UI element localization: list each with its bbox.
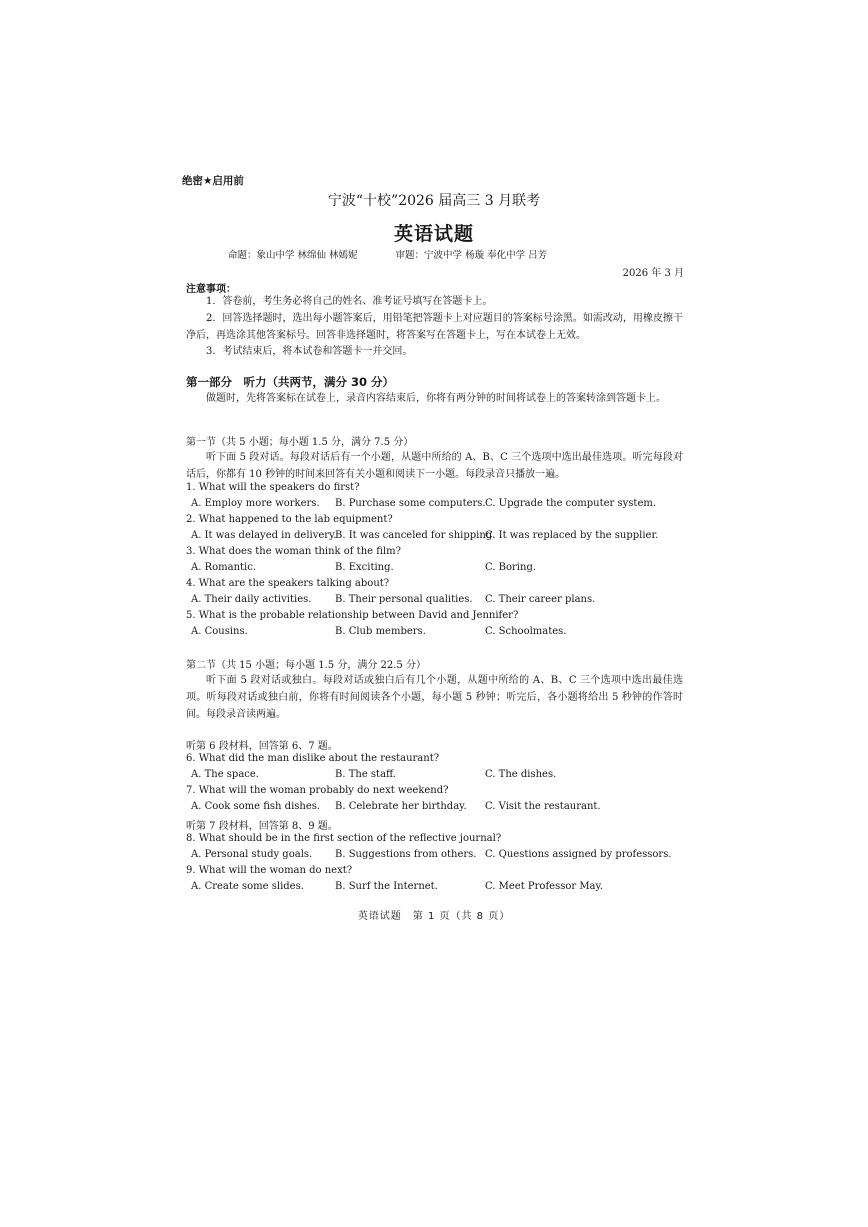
option-b: B. It was canceled for shipping. [335,530,496,541]
option-a: A. The space. [191,769,259,780]
question: 9. What will the woman do next? [186,865,353,876]
option-b: B. Their personal qualities. [335,594,473,605]
option-a: A. Their daily activities. [191,594,312,605]
option-a: A. Romantic. [191,562,257,573]
option-c: C. Questions assigned by professors. [485,849,672,860]
note-item: 3．考试结束后，将本试卷和答题卡一并交回。 [206,346,413,357]
option-c: C. Their career plans. [485,594,596,605]
option-c: C. It was replaced by the supplier. [485,530,659,541]
page-footer: 英语试题 第 1 页（共 8 页） [357,911,511,922]
notes-title: 注意事项： [186,284,236,295]
option-b: B. Exciting. [335,562,394,573]
subject-title: 英语试题 [393,223,474,245]
part-title: 第一部分 听力（共两节，满分 30 分） [186,375,395,389]
material-label: 听第 6 段材料，回答第 6、7 题。 [186,741,338,752]
confidential-mark: 绝密★启用前 [182,175,244,187]
part-intro: 做题时，先将答案标在试卷上，录音内容结束后，你将有两分钟的时间将试卷上的答案转涂到答题卡上。 [206,393,666,404]
option-c: C. Visit the restaurant. [485,801,601,812]
question: 6. What did the man dislike about the restaurant? [186,753,440,764]
question: 8. What should be in the first section of the reflective journal? [186,833,502,844]
option-c: C. Schoolmates. [485,626,567,637]
question: 4. What are the speakers talking about? [186,578,390,589]
option-c: C. Boring. [485,562,537,573]
authors-line [228,247,547,261]
option-b: B. Surf the Internet. [335,881,438,892]
question: 5. What is the probable relationship between David and Jennifer? [186,610,519,621]
question: 7. What will the woman probably do next weekend? [186,785,449,796]
option-b: B. Celebrate her birthday. [335,801,467,812]
option-c: C. The dishes. [485,769,557,780]
section-intro: 听下面 5 段对话或独白。每段对话或独白后有几个小题，从题中所给的 A、B、C 三个选项中选出最佳选项。听每段对话或独白前，你将有时间阅读各个小题，每小题 5 秒钟；听完后，各小题将给出 5 秒钟的作答时间。每段录音读两遍。 [186,675,683,720]
option-c: C. Meet Professor May. [485,881,604,892]
note-item: 1．答卷前，考生务必将自己的姓名、准考证号填写在答题卡上。 [206,296,493,307]
section-title: 第一节（共 5 小题；每小题 1.5 分，满分 7.5 分） [186,437,414,448]
option-a: A. It was delayed in delivery. [191,530,337,541]
option-a: A. Create some slides. [191,881,304,892]
option-b: B. Purchase some computers. [335,498,486,509]
note-item: 2．回答选择题时，选出每小题答案后，用铅笔把答题卡上对应题目的答案标号涂黑。如需改动，用橡皮擦干净后，再选涂其他答案标号。回答非选择题时，将答案写在答题卡上，写在本试卷上无效。 [186,313,683,341]
option-b: B. Club members. [335,626,426,637]
authors: 命题：象山中学 林绵仙 林嫣妮 [228,250,358,261]
exam-name: 宁波“十校”2026 届高三 3 月联考 [327,193,541,209]
option-a: A. Cousins. [191,626,248,637]
material-label: 听第 7 段材料，回答第 8、9 题。 [186,821,338,832]
question: 2. What happened to the lab equipment? [186,514,393,525]
option-b: B. Suggestions from others. [335,849,477,860]
reviewers: 审题：宁波中学 杨璇 奉化中学 吕芳 [395,250,548,261]
section-title: 第二节（共 15 小题；每小题 1.5 分，满分 22.5 分） [186,660,426,671]
question: 3. What does the woman think of the film? [186,546,401,557]
section-intro: 听下面 5 段对话。每段对话后有一个小题，从题中所给的 A、B、C 三个选项中选出最佳选项。听完每段对话后，你都有 10 秒钟的时间来回答有关小题和阅读下一小题。每段录音只播放一遍。 [186,452,683,480]
exam-date: 2026 年 3 月 [622,268,684,279]
question: 1. What will the speakers do first? [186,482,360,493]
option-a: A. Employ more workers. [191,498,320,509]
option-a: A. Cook some fish dishes. [191,801,321,812]
option-a: A. Personal study goals. [191,849,313,860]
option-b: B. The staff. [335,769,396,780]
option-c: C. Upgrade the computer system. [485,498,657,509]
